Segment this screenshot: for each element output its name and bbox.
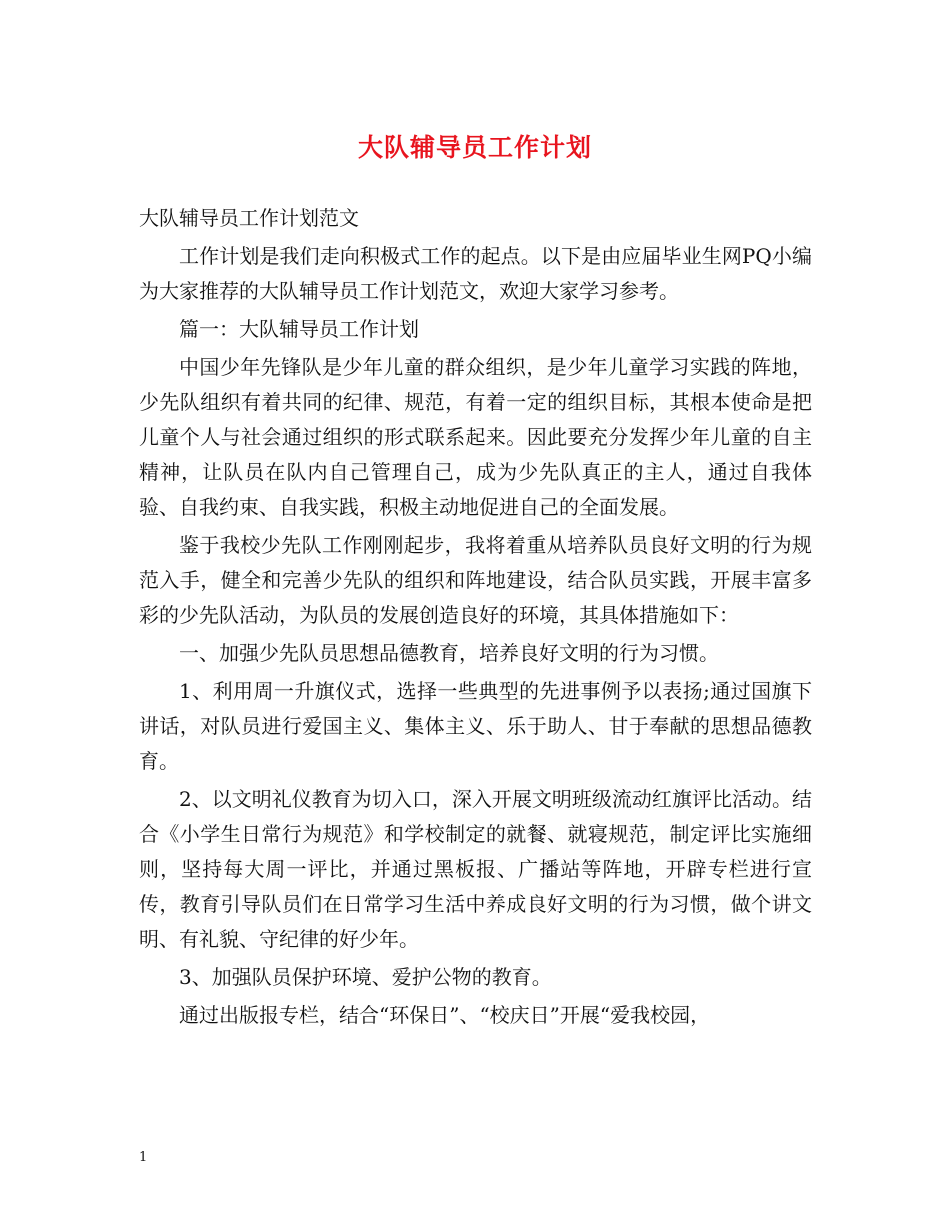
paragraph-pioneers: 中国少年先锋队是少年儿童的群众组织，是少年儿童学习实践的阵地，少先队组织有着共同的纪律、规范，有着一定的组织目标，其根本使命是把儿童个人与社会通过组织的形式联系起来。因此要充分发挥少年儿童的自主精神，让队员在队内自己管理自己，成为少先队真正的主人，通过自我体验、自我约束、自我实践，积极主动地促进自己的全面发展。 <box>139 355 812 519</box>
paragraph-item-3: 3、加强队员保护环境、爱护公物的教育。 <box>179 965 552 989</box>
paragraph-heading-one: 一、加强少先队员思想品德教育，培养良好文明的行为习惯。 <box>179 641 719 665</box>
paragraph-item-2: 2、以文明礼仪教育为切入口，深入开展文明班级流动红旗评比活动。结合《小学生日常行为规范》和学校制定的就餐、就寝规范，制定评比实施细则，坚持每大周一评比，并通过黑板报、广播站等阵地，开辟专栏进行宣传，教育引导队员们在日常学习生活中养成良好文明的行为习惯，做个讲文明、有礼貌、守纪律的好少年。 <box>139 787 812 951</box>
document-body <box>139 201 812 1036</box>
paragraph-section-heading: 篇一：大队辅导员工作计划 <box>179 317 419 341</box>
paragraph-item-1: 1、利用周一升旗仪式，选择一些典型的先进事例予以表扬;通过国旗下讲话，对队员进行爱国主义、集体主义、乐于助人、甘于奉献的思想品德教育。 <box>139 679 812 773</box>
document-title: 大队辅导员工作计划 <box>357 133 592 162</box>
paragraph-intro: 工作计划是我们走向积极式工作的起点。以下是由应届毕业生网PQ小编为大家推荐的大队辅导员工作计划范文，欢迎大家学习参考。 <box>139 244 812 303</box>
document-subtitle: 大队辅导员工作计划范文 <box>139 206 359 230</box>
paragraph-measures: 鉴于我校少先队工作刚刚起步，我将着重从培养队员良好文明的行为规范入手，健全和完善少先队的组织和阵地建设，结合队员实践，开展丰富多彩的少先队活动，为队员的发展创造良好的环境，其具体措施如下： <box>139 533 812 627</box>
paragraph-continuation: 通过出版报专栏，结合“环保日”、“校庆日”开展“爱我校园， <box>179 1003 711 1027</box>
page-number: 1 <box>139 1150 148 1165</box>
